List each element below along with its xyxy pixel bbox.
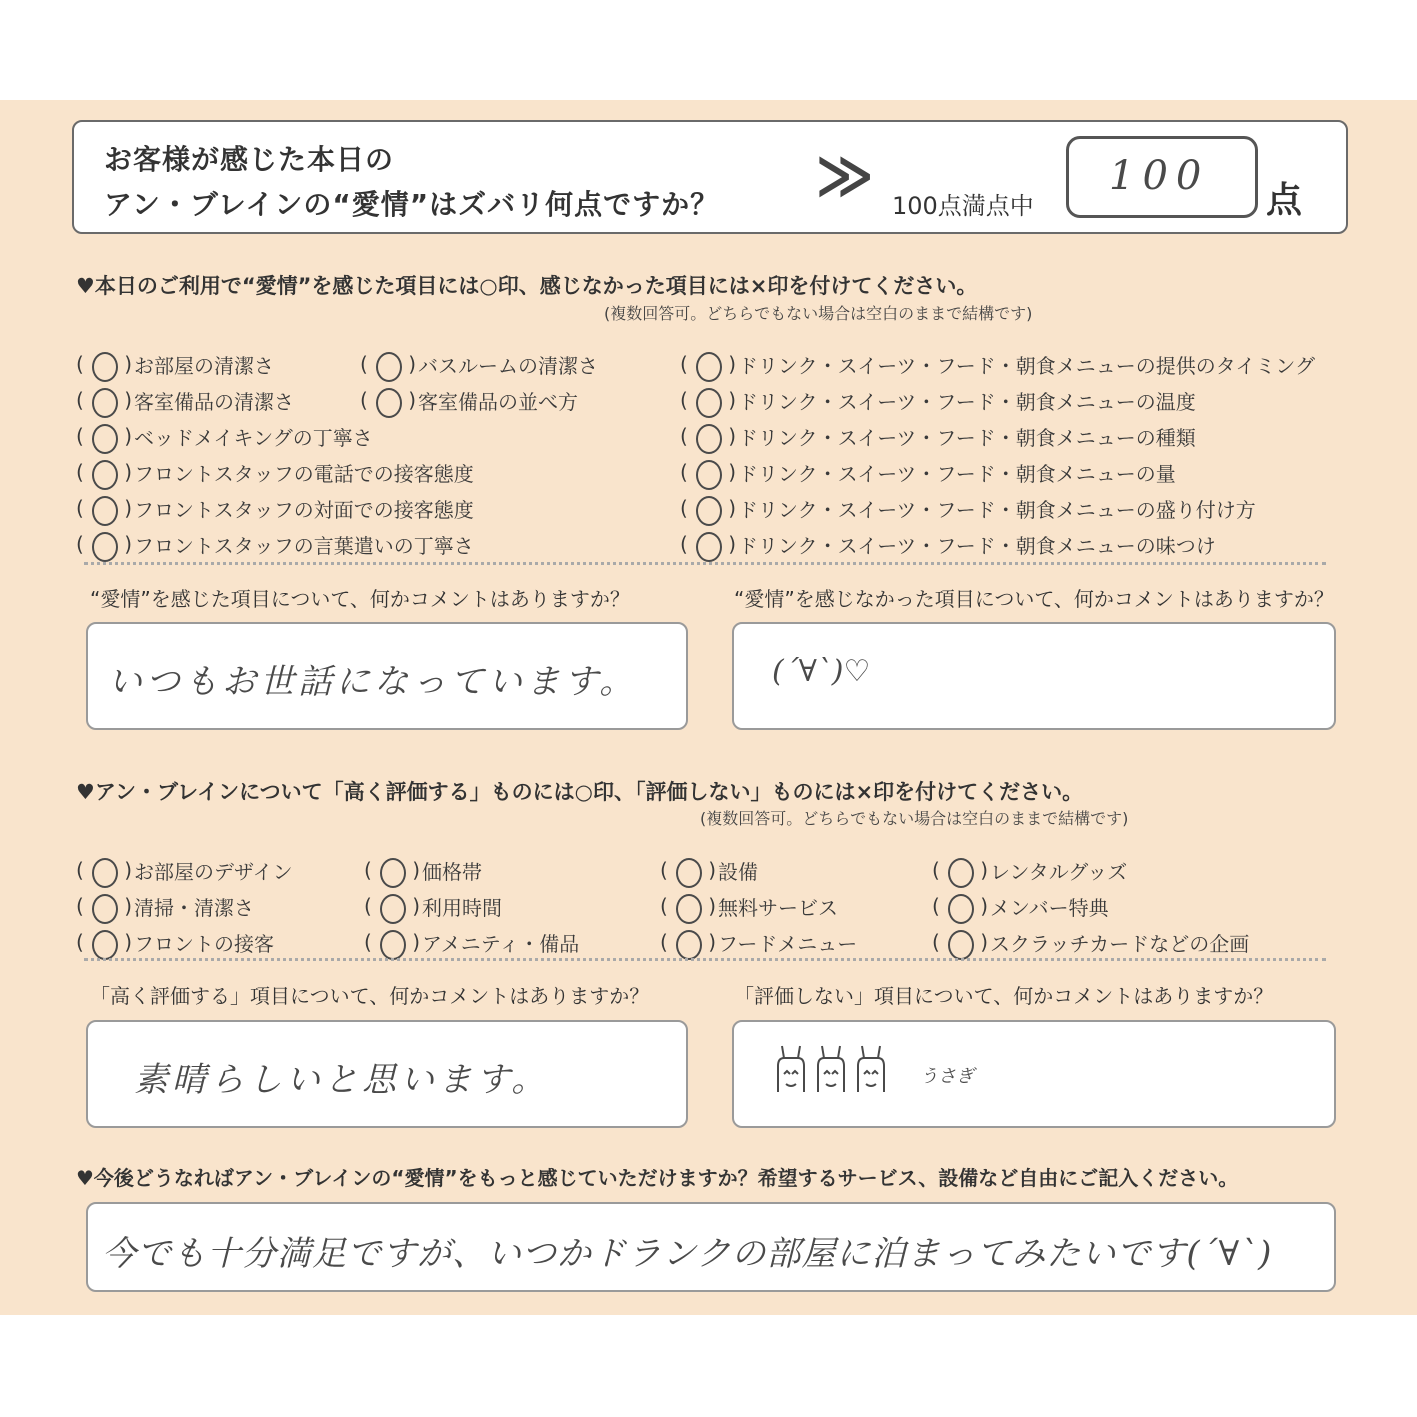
score-max-label: 100点満点中 xyxy=(892,192,1034,220)
section2-heading: ♥アン・ブレインについて「高く評価する」ものには○印、「評価しない」ものには×印を付けてください。 xyxy=(76,780,1084,804)
circle-mark-icon xyxy=(948,930,974,960)
circle-mark-icon xyxy=(380,858,406,888)
circle-mark-icon xyxy=(676,894,702,924)
low-rating-comment-title: 「評価しない」項目について、何かコメントはありますか？ xyxy=(734,984,1274,1008)
score-question-line1: お客様が感じた本日の xyxy=(104,143,395,176)
evaluation-item[interactable]: ( ) 価格帯 xyxy=(364,856,482,885)
circle-mark-icon xyxy=(696,388,722,418)
evaluation-item[interactable]: ( ) メンバー特典 xyxy=(932,892,1109,921)
negative-comment-field[interactable] xyxy=(732,622,1336,730)
checklist-item[interactable]: ( ) フロントスタッフの対面での接客態度 xyxy=(76,494,474,523)
doodle-caption: うさぎ xyxy=(920,1066,974,1087)
checklist-item[interactable]: ( ) フロントスタッフの電話での接客態度 xyxy=(76,458,474,487)
score-question-line2: アン・ブレインの“愛情”はズバリ何点ですか？ xyxy=(104,188,720,221)
checklist-item[interactable]: ( ) フロントスタッフの言葉遣いの丁寧さ xyxy=(76,530,474,559)
evaluation-item[interactable]: ( ) フロントの接客 xyxy=(76,928,274,957)
checklist-item[interactable]: ( ) ドリンク・スイーツ・フード・朝食メニューの盛り付け方 xyxy=(680,494,1256,523)
circle-mark-icon xyxy=(948,894,974,924)
rabbit-doodle-icon xyxy=(770,1044,910,1100)
checklist-item[interactable]: ( ) ドリンク・スイーツ・フード・朝食メニューの量 xyxy=(680,458,1176,487)
circle-mark-icon xyxy=(696,424,722,454)
checklist-item[interactable]: ( ) 客室備品の並べ方 xyxy=(360,386,578,415)
circle-mark-icon xyxy=(92,930,118,960)
evaluation-item[interactable]: ( ) お部屋のデザイン xyxy=(76,856,293,885)
positive-comment-text: いつもお世話になっています。 xyxy=(108,662,638,702)
circle-mark-icon xyxy=(92,532,118,562)
evaluation-item[interactable]: ( ) スクラッチカードなどの企画 xyxy=(932,928,1249,957)
checklist-item[interactable]: ( ) ドリンク・スイーツ・フード・朝食メニューの温度 xyxy=(680,386,1196,415)
score-value: 100 xyxy=(1109,153,1210,199)
evaluation-item[interactable]: ( ) フードメニュー xyxy=(660,928,857,957)
divider xyxy=(84,958,1326,961)
negative-comment-title: “愛情”を感じなかった項目について、何かコメントはありますか？ xyxy=(734,587,1334,611)
positive-comment-title: “愛情”を感じた項目について、何かコメントはありますか？ xyxy=(90,587,630,611)
section1-heading: ♥本日のご利用で“愛情”を感じた項目には○印、感じなかった項目には×印を付けてください。 xyxy=(76,274,978,298)
evaluation-item[interactable]: ( ) 利用時間 xyxy=(364,892,502,921)
checklist-item[interactable]: ( ) ドリンク・スイーツ・フード・朝食メニューの提供のタイミング xyxy=(680,350,1315,379)
checklist-item[interactable]: ( ) お部屋の清潔さ xyxy=(76,350,274,379)
score-input[interactable] xyxy=(1066,136,1258,218)
wish-field[interactable] xyxy=(86,1202,1336,1292)
circle-mark-icon xyxy=(92,496,118,526)
evaluation-item[interactable]: ( ) レンタルグッズ xyxy=(932,856,1127,885)
circle-mark-icon xyxy=(376,388,402,418)
circle-mark-icon xyxy=(676,858,702,888)
evaluation-item[interactable]: ( ) 清掃・清潔さ xyxy=(76,892,254,921)
circle-mark-icon xyxy=(696,496,722,526)
circle-mark-icon xyxy=(380,894,406,924)
evaluation-item[interactable]: ( ) 無料サービス xyxy=(660,892,838,921)
section1-note: (複数回答可。どちらでもない場合は空白のままで結構です) xyxy=(604,304,1033,323)
section2-note: (複数回答可。どちらでもない場合は空白のままで結構です) xyxy=(700,809,1129,828)
circle-mark-icon xyxy=(696,460,722,490)
circle-mark-icon xyxy=(696,532,722,562)
wish-heading: ♥今後どうなればアン・ブレインの“愛情”をもっと感じていただけますか？希望するサービス、設備など自由にご記入ください。 xyxy=(76,1166,1239,1190)
circle-mark-icon xyxy=(92,858,118,888)
checklist-item[interactable]: ( ) 客室備品の清潔さ xyxy=(76,386,294,415)
score-unit: 点 xyxy=(1266,180,1303,221)
low-rating-comment-field[interactable] xyxy=(732,1020,1336,1128)
evaluation-item[interactable]: ( ) アメニティ・備品 xyxy=(364,928,579,957)
circle-mark-icon xyxy=(676,930,702,960)
checklist-item[interactable]: ( ) バスルームの清潔さ xyxy=(360,350,598,379)
checklist-item[interactable]: ( ) ドリンク・スイーツ・フード・朝食メニューの味つけ xyxy=(680,530,1216,559)
checklist-item[interactable]: ( ) ドリンク・スイーツ・フード・朝食メニューの種類 xyxy=(680,422,1196,451)
high-rating-comment-title: 「高く評価する」項目について、何かコメントはありますか？ xyxy=(90,984,650,1008)
positive-comment-field[interactable] xyxy=(86,622,688,730)
high-rating-comment-text: 素晴らしいと思います。 xyxy=(134,1060,550,1100)
wish-text: 今でも十分満足ですが、いつかドランクの部屋に泊まってみたいです(´∀`) xyxy=(102,1234,1273,1274)
negative-comment-text: (´∀`)♡ xyxy=(772,654,871,689)
circle-mark-icon xyxy=(92,894,118,924)
circle-mark-icon xyxy=(380,930,406,960)
evaluation-item[interactable]: ( ) 設備 xyxy=(660,856,758,885)
checklist-item[interactable]: ( ) ベッドメイキングの丁寧さ xyxy=(76,422,373,451)
high-rating-comment-field[interactable] xyxy=(86,1020,688,1128)
circle-mark-icon xyxy=(92,388,118,418)
circle-mark-icon xyxy=(696,352,722,382)
circle-mark-icon xyxy=(92,424,118,454)
circle-mark-icon xyxy=(92,460,118,490)
arrow-icon: ≫ xyxy=(815,134,874,216)
circle-mark-icon xyxy=(948,858,974,888)
circle-mark-icon xyxy=(376,352,402,382)
circle-mark-icon xyxy=(92,352,118,382)
divider xyxy=(84,562,1326,565)
